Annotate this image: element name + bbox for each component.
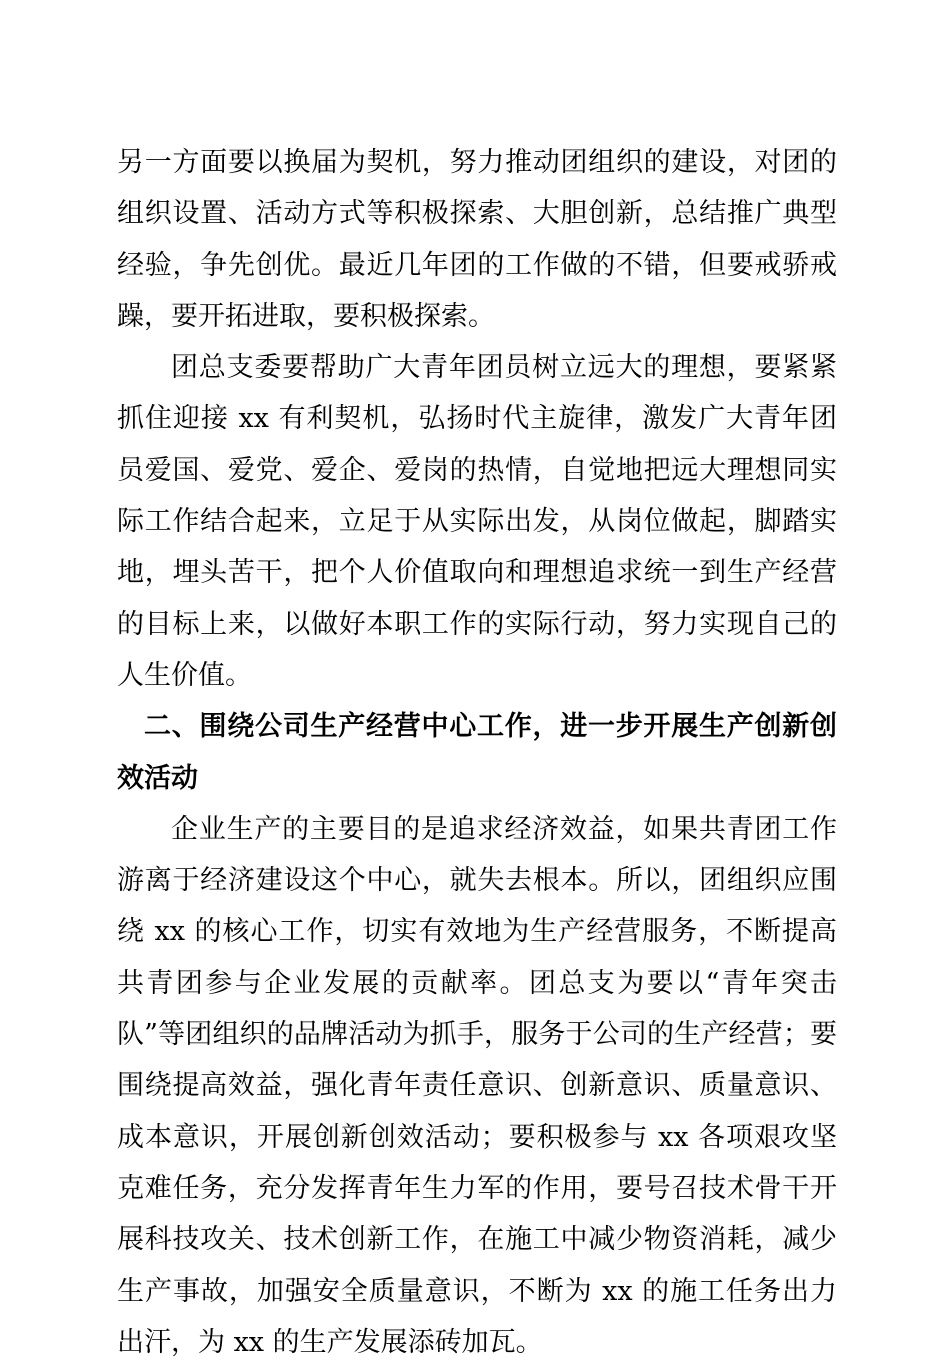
paragraph-production: 企业生产的主要目的是追求经济效益，如果共青团工作游离于经济建设这个中心，就失去根本。所以，团组织应围绕 xx 的核心工作，切实有效地为生产经营服务，不断提高共青团参与企业发展的贡献率。团总支为要以“青年突击队”等团组织的品牌活动为抓手，服务于公司的生产经营；要围绕提高效益，强化青年责任意识、创新意识、质量意识、成本意识，开展创新创效活动；要积极参与 xx 各项艰攻坚克难任务，充分发挥青年生力军的作用，要号召技术骨干开展科技攻关、技术创新工作，在施工中减少物资消耗，减少生产事故，加强安全质量意识，不断为 xx 的施工任务出力出汗，为 xx 的生产发展添砖加瓦。	[117, 813, 837, 1358]
paragraph-continuation: 另一方面要以换届为契机，努力推动团组织的建设，对团的组织设置、活动方式等积极探索、大胆创新，总结推广典型经验，争先创优。最近几年团的工作做的不错，但要戒骄戒躁，要开拓进取，要积极探索。	[117, 147, 837, 332]
section-heading-2: 二、围绕公司生产经营中心工作，进一步开展生产创新创效活动	[117, 711, 837, 794]
paragraph-ideals: 团总支委要帮助广大青年团员树立远大的理想，要紧紧抓住迎接 xx 有利契机，弘扬时代主旋律，激发广大青年团员爱国、爱党、爱企、爱岗的热情，自觉地把远大理想同实际工作结合起来，立足于从实际出发，从岗位做起，脚踏实地，埋头苦干，把个人价值取向和理想追求统一到生产经营的目标上来，以做好本职工作的实际行动，努力实现自己的人生价值。	[117, 352, 837, 691]
document-page	[117, 137, 837, 1368]
